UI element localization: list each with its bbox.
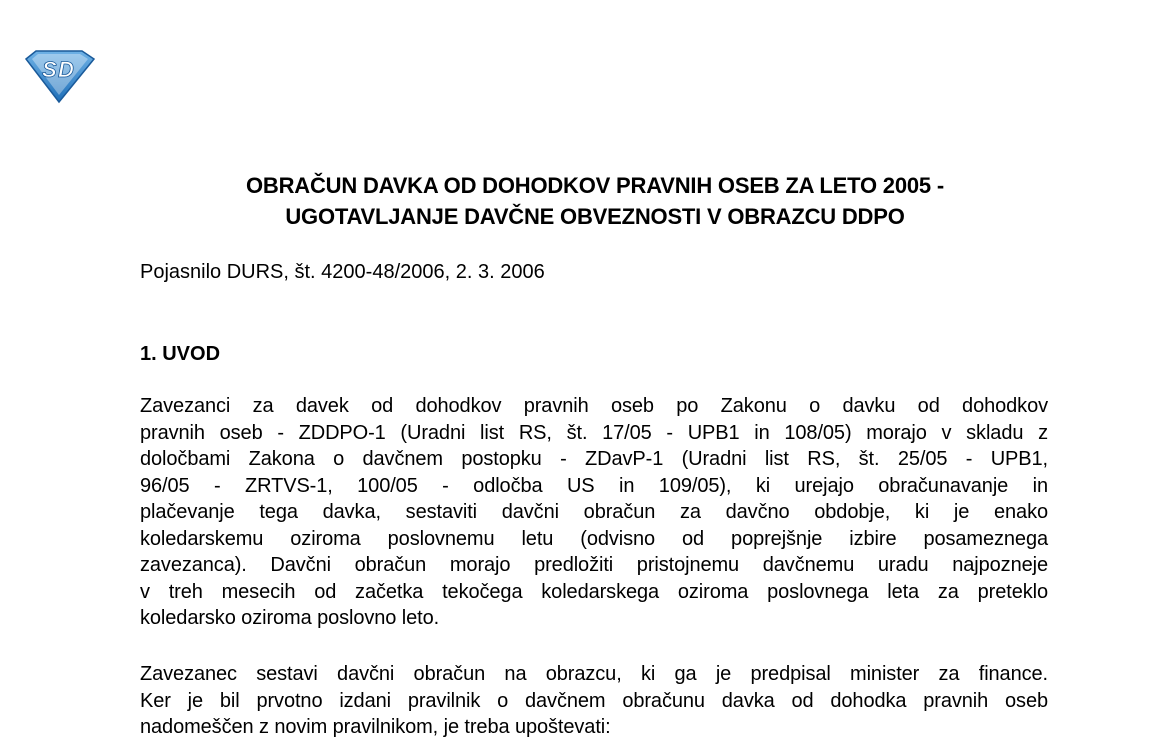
paragraph-line: v treh mesecih od začetka tekočega koledarskega oziroma poslovnega leta za preteklo [140, 580, 1048, 603]
paragraph-line: Zavezanci za davek od dohodkov pravnih oseb po Zakonu o davku od dohodkov [140, 395, 1048, 417]
sd-diamond-logo-icon [22, 47, 96, 105]
paragraph-line: določbami Zakona o davčnem postopku - ZDavP-1 (Uradni list RS, št. 25/05 - UPB1, [140, 448, 1048, 470]
svg-text:D: D [58, 57, 74, 82]
paragraph-line: 96/05 - ZRTVS-1, 100/05 - odločba US in 109/05), ki urejajo obračunavanje in [140, 474, 1048, 497]
paragraph-line: koledarsko oziroma poslovno leto. [140, 607, 440, 629]
paragraph-line: Zavezanec sestavi davčni obračun na obrazcu, ki ga je predpisal minister za finance. [140, 663, 1048, 685]
title-line: UGOTAVLJANJE DAVČNE OBVEZNOSTI V OBRAZCU DDPO [285, 204, 905, 229]
paragraph-line: plačevanje tega davka, sestaviti davčni obračun za davčno obdobje, ki je enako [140, 501, 1048, 523]
paragraph-line: koledarskemu oziroma poslovnemu letu (odvisno od poprejšnje izbire posameznega [140, 527, 1048, 550]
section-heading: 1. UVOD [140, 343, 221, 365]
paragraph-line: pravnih oseb - ZDDPO-1 (Uradni list RS, št. 17/05 - UPB1 in 108/05) morajo v skladu z [140, 421, 1048, 444]
paragraph-line: zavezanca). Davčni obračun morajo predložiti pristojnemu davčnemu uradu najpozneje [140, 554, 1048, 576]
svg-text:S: S [42, 57, 57, 82]
paragraph-line: nadomeščen z novim pravilnikom, je treba upoštevati: [140, 716, 611, 738]
paragraph-intro [140, 393, 1048, 632]
paragraph-form [140, 661, 1048, 741]
document-source: Pojasnilo DURS, št. 4200-48/2006, 2. 3. 2006 [140, 261, 545, 283]
paragraph-line: Ker je bil prvotno izdani pravilnik o davčnem obračunu davka od dohodka pravnih oseb [140, 689, 1048, 712]
document-title [0, 170, 1157, 232]
title-line: OBRAČUN DAVKA OD DOHODKOV PRAVNIH OSEB ZA LETO 2005 - [246, 173, 944, 198]
